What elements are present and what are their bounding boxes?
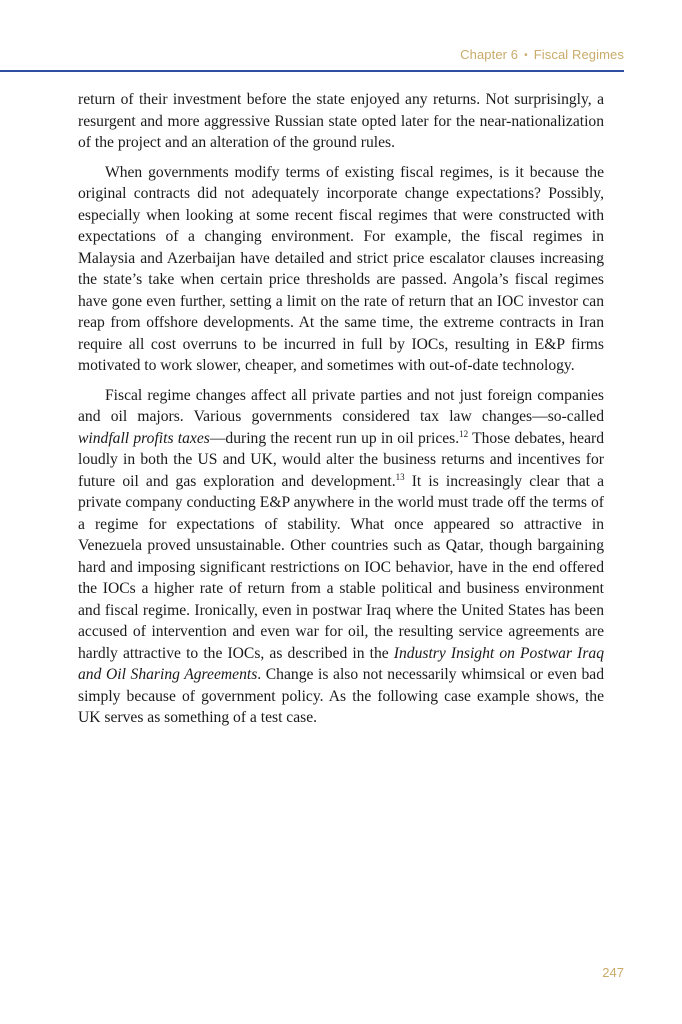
- bullet-separator: •: [524, 50, 528, 61]
- paragraph-3: [78, 385, 604, 729]
- footnote-ref-13: 13: [395, 471, 405, 482]
- paragraph-3-text-a: Fiscal regime changes affect all private parties and not just foreign companies and oil majors. Various governments considered tax law changes—so-called: [78, 386, 604, 425]
- running-head: [460, 47, 624, 62]
- page-number: 247: [602, 965, 624, 980]
- page-header: [0, 0, 682, 72]
- chapter-label: Chapter 6: [460, 47, 519, 62]
- body-text: [78, 89, 604, 729]
- paragraph-1: return of their investment before the state enjoyed any returns. Not surprisingly, a resurgent and more aggressive Russian state opted later for the near-nationalization of the project and an alteration of the ground rules.: [78, 91, 604, 151]
- industry-insight-reference: Industry Insight on Postwar Iraq and Oil Sharing Agreements: [78, 644, 604, 683]
- paragraph-3-text-c: Those debates, heard loudly in both the US and UK, would alter the business returns and incentives for future oil and gas exploration and development.: [78, 429, 605, 490]
- windfall-profits-taxes-term: windfall profits taxes: [78, 429, 210, 447]
- paragraph-3-text-d: It is increasingly clear that a private company conducting E&P anywhere in the world must trade off the terms of a regime for expectations of stability. What once appeared so attractive in Venezuela proved unsustainable. Other countries such as Qatar, though bargaining hard and imposing significant restrictions on IOC behavior, have in the end offered the IOCs a higher rate of return from a stable political and business environment and fiscal regime. Ironically, even in postwar Iraq where the United States has been accused of intervention and even war for oil, the resulting service agreements are hardly attractive to the IOCs, as described in the: [78, 472, 604, 662]
- paragraph-3-text-b: —during the recent run up in oil prices.: [209, 429, 460, 447]
- paragraph-2: When governments modify terms of existing fiscal regimes, is it because the original contracts did not adequately incorporate change expectations? Possibly, especially when looking at some recent fiscal regimes that were constructed with expectations of a changing environment. For example, the fiscal regimes in Malaysia and Azerbaijan have detailed and strict price escalator clauses increasing the state’s take when certain price thresholds are passed. Angola’s fiscal regimes have gone even further, setting a limit on the rate of return that an IOC investor can reap from offshore developments. At the same time, the extreme contracts in Iran require all cost overruns to be incurred in full by IOCs, resulting in E&P firms motivated to work slower, cheaper, and sometimes with out-of-date technology.: [78, 163, 604, 374]
- footnote-ref-12: 12: [459, 428, 469, 439]
- header-rule: [0, 70, 624, 72]
- paragraph-3-text-e: . Change is also not necessarily whimsical or even bad simply because of government policy. As the following case example shows, the UK serves as something of a test case.: [78, 666, 605, 726]
- section-label: Fiscal Regimes: [533, 47, 624, 62]
